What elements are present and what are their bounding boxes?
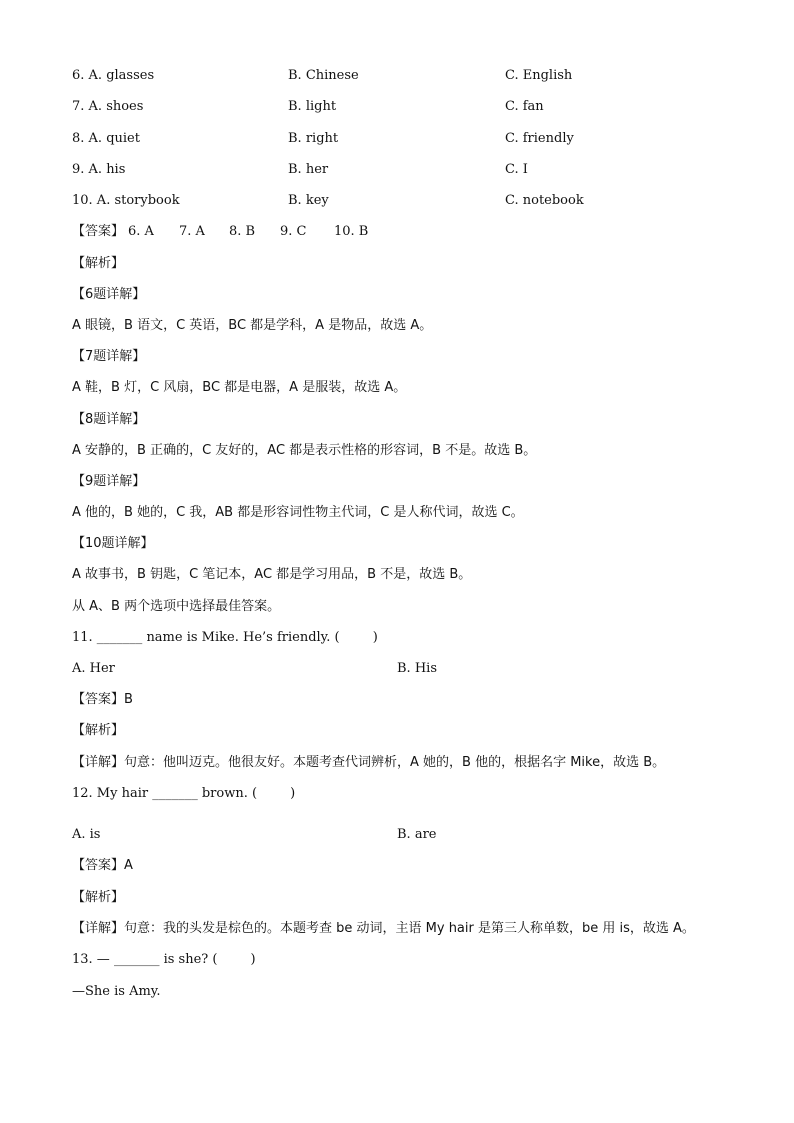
option-b: B. her [288,162,329,177]
question-12-answer: 【答案】A [72,858,133,873]
answer-item: 6. A [128,224,154,239]
option-c: C. fan [505,99,544,114]
question-12-options [72,827,722,843]
option-a: 9. A. his [72,162,126,177]
option-c: C. I [505,162,528,177]
option-a: 10. A. storybook [72,193,180,208]
analysis-label: 【解析】 [72,256,125,271]
option-a: A. is [72,827,101,842]
option-b: B. are [397,827,437,842]
detail-9-text: A 他的，B 她的，C 我，AB 都是形容词性物主代词，C 是人称代词，故选 C。 [72,505,524,520]
detail-10-title: 【10题详解】 [72,536,154,551]
option-b: B. key [288,193,329,208]
answer-line-6-10 [72,224,722,240]
detail-8-text: A 安静的，B 正确的，C 友好的，AC 都是表示性格的形容词，B 不是。故选 B。 [72,443,537,458]
detail-8-title: 【8题详解】 [72,412,146,427]
question-12-stem: 12. My hair _______ brown. ( ) [72,786,296,801]
answer-item: 10. B [334,224,369,239]
question-11-analysis: 【解析】 [72,723,125,738]
question-11-options [72,661,722,677]
detail-6-title: 【6题详解】 [72,287,146,302]
question-11-detail: 【详解】句意：他叫迈克。他很友好。本题考查代词辨析，A 她的，B 他的，根据名字 Mike，故选 B。 [72,755,666,770]
options-row-8 [72,131,722,147]
detail-6-text: A 眼镜，B 语文，C 英语，BC 都是学科，A 是物品，故选 A。 [72,318,433,333]
question-13-stem: 13. — _______ is she? ( ) [72,952,256,967]
question-12-analysis: 【解析】 [72,890,125,905]
detail-7-title: 【7题详解】 [72,349,146,364]
option-b: B. right [288,131,339,146]
option-a: 8. A. quiet [72,131,140,146]
answer-item: 9. C [280,224,307,239]
answer-label: 【答案】 [72,224,125,239]
option-b: B. His [397,661,437,676]
options-row-10 [72,193,722,209]
question-11-answer: 【答案】B [72,692,133,707]
detail-9-title: 【9题详解】 [72,474,146,489]
answer-item: 8. B [229,224,256,239]
option-c: C. English [505,68,573,83]
detail-7-text: A 鞋，B 灯，C 风扇，BC 都是电器，A 是服装，故选 A。 [72,380,407,395]
question-11-stem: 11. _______ name is Mike. He’s friendly. ( ) [72,630,378,645]
option-b: B. light [288,99,337,114]
detail-10-text: A 故事书，B 钥匙，C 笔记本，AC 都是学习用品，B 不是，故选 B。 [72,567,472,582]
section-instruction: 从 A、B 两个选项中选择最佳答案。 [72,599,281,614]
option-a: 7. A. shoes [72,99,144,114]
options-row-9 [72,162,722,178]
question-13-reply: —She is Amy. [72,984,161,999]
answer-item: 7. A [179,224,205,239]
option-a: 6. A. glasses [72,68,155,83]
options-row-6 [72,68,722,84]
option-c: C. notebook [505,193,584,208]
option-a: A. Her [72,661,115,676]
question-12-detail: 【详解】句意：我的头发是棕色的。本题考查 be 动词，主语 My hair 是第三人称单数，be 用 is，故选 A。 [72,921,695,936]
options-row-7 [72,99,722,115]
option-c: C. friendly [505,131,574,146]
option-b: B. Chinese [288,68,359,83]
